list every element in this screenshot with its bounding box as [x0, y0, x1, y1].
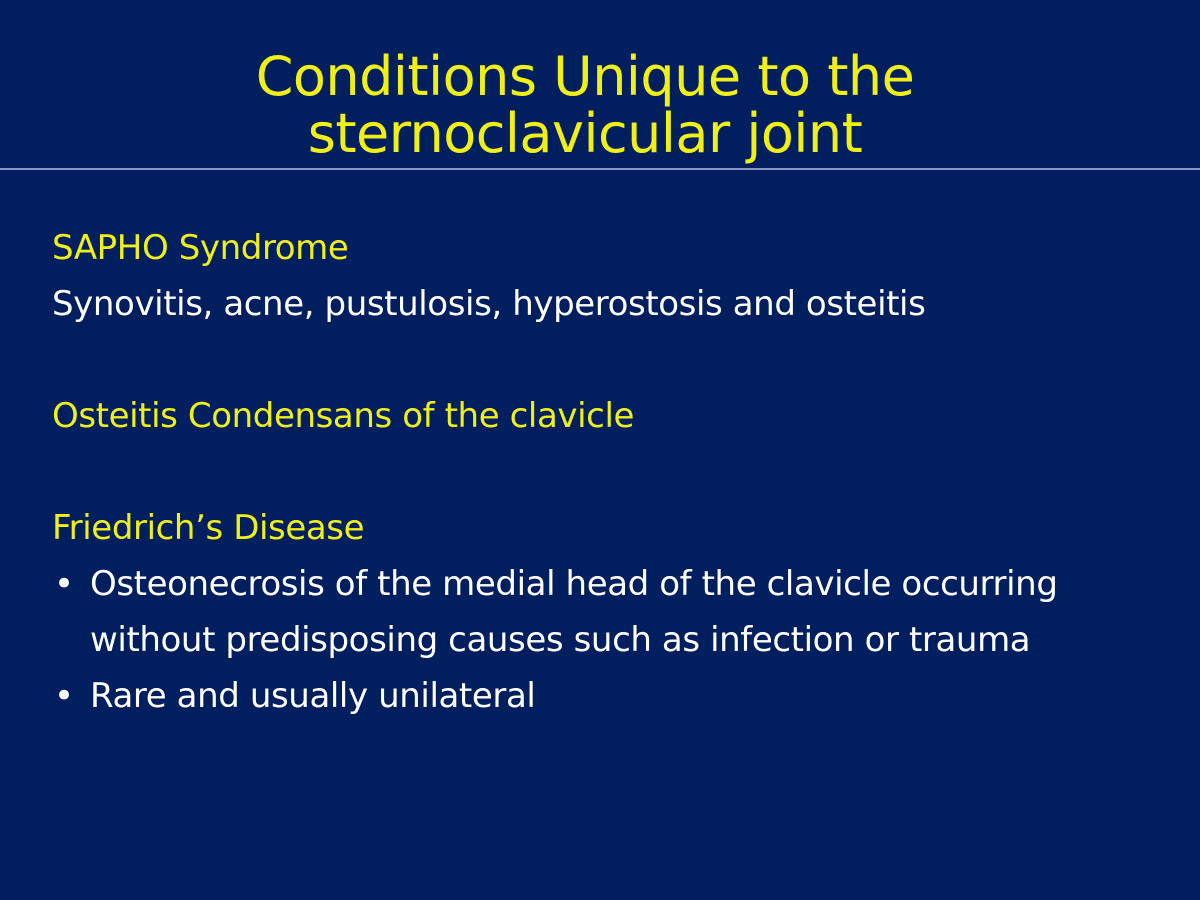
title-line-2: sternoclavicular joint	[307, 102, 863, 166]
slide-title	[80, 45, 1090, 166]
bullet-text: Rare and usually unilateral	[90, 676, 536, 716]
section-heading-sapho: SAPHO Syndrome	[52, 228, 349, 268]
bullet-icon: •	[54, 564, 74, 604]
bullet-text: Osteonecrosis of the medial head of the clavicle occurring without predisposing causes such as infection or trauma	[90, 564, 1058, 660]
spacer	[52, 444, 1152, 500]
spacer	[52, 332, 1152, 388]
title-divider	[0, 168, 1200, 170]
section-heading-osteitis: Osteitis Condensans of the clavicle	[52, 396, 635, 436]
section-text-sapho: Synovitis, acne, pustulosis, hyperostosis and osteitis	[52, 284, 926, 324]
bullet-item	[52, 668, 1152, 724]
friedrich-bullet-list	[52, 556, 1152, 724]
slide-body	[52, 220, 1152, 724]
title-line-1: Conditions Unique to the	[255, 45, 915, 109]
bullet-item	[52, 556, 1152, 668]
section-heading-friedrich: Friedrich’s Disease	[52, 508, 365, 548]
bullet-icon: •	[54, 676, 74, 716]
